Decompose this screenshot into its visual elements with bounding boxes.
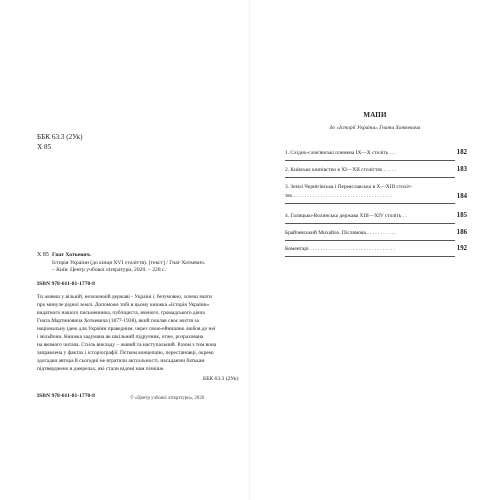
annotation-line: видатного нашого письменника, публіциста, вченого, громадського діяча [37, 310, 205, 316]
annotation-line: заправлена у фактах і історіографії. Пєтком концепцію, перестановці, окремі [37, 350, 214, 356]
copyright-notice: © «Центр учбової літератури», 2020 [130, 396, 205, 401]
bib-line: – Київ: Центр учбової літератури, 2020. – 228 с. [52, 267, 166, 274]
annotation-line: національну ідею для України праведним, через свою-ейнишню любов до неї [37, 326, 216, 332]
bib-author-mark: Х 85 [37, 252, 49, 258]
toc-entry[interactable] [285, 150, 467, 167]
toc-entry-title: Брайчевський Михайло. Післямова . . . . . . . . . . . [285, 230, 396, 236]
annotation-line: Ти живеш у вільній, незалежній державі - Україні і, безумовно, хочеш знати [37, 294, 212, 300]
bbk-code-bottom: ББК 63.3 (2Ук) [203, 376, 239, 382]
toc-entry-page: 186 [456, 229, 467, 236]
toc-entry-page: 192 [456, 245, 467, 252]
toc-rule [285, 160, 455, 161]
toc-entry-page: 183 [456, 166, 467, 173]
toc-entry-page: 184 [456, 193, 467, 200]
isbn-bottom: ISBN 978-611-01-1770-8 [37, 393, 95, 399]
toc-entry-title: Коментарі . . . . . . . . . . . . . . . . . . . . . . . . . . . . . . . . [285, 246, 395, 252]
toc-rule [285, 223, 455, 224]
isbn-top: ISBN 978-611-01-1770-8 [37, 281, 95, 287]
toc-entry[interactable] [285, 213, 467, 230]
annotation-line: на якомого читача. Стиль викладу – живий та наступальний. Разом з тим вона [37, 342, 217, 348]
annotation-line: і мільйони. Книжка задумана як шкільний підручник, отже, розрахована [37, 334, 204, 340]
bbk-code: ББК 63.3 (2Ук) [37, 133, 83, 141]
toc-entry-title: 2. Київське князівство в XI—XII століттях . . . . . [285, 167, 396, 173]
annotation-line: підтверджено в джерелах, які стали відомі нам пізніше. [37, 366, 165, 372]
maps-subtitle: до «Історії України» Гната Хоткевича [329, 125, 421, 131]
annotation-line: здогадки автора й сьогодні не втратили актуальності, насадаючи батькам [37, 358, 205, 364]
toc-entry-title: 4. Галицько-Волинська держава XIII—XIV століть . . [285, 213, 407, 219]
maps-title: МАПИ [363, 111, 387, 119]
toc-entry-page: 185 [456, 212, 467, 219]
annotation-line: Гната Мартиновича Хоткевича (1877-1938), який поклав своє життя за [37, 318, 199, 324]
toc-entry[interactable] [285, 184, 467, 213]
toc-entry[interactable] [285, 230, 467, 246]
toc-entry-page: 182 [456, 149, 467, 156]
toc-entry-title: 3. Землі Чернігівська і Переяславська в X—XIII століт- [285, 184, 413, 190]
bibliographic-record [52, 252, 232, 275]
toc-rule [285, 240, 455, 241]
bib-author: Гнат Хоткевич. [52, 252, 92, 258]
toc-rule [285, 177, 455, 178]
toc-entry-title: 1. Східно-слов'янські племена IX—X століть . . . [285, 150, 397, 156]
table-of-contents [285, 150, 467, 260]
author-mark: Х 85 [37, 143, 52, 151]
bib-line: Історія України (до кінця XVI століття). [текст] / Гнат Хоткевич. [52, 259, 206, 266]
toc-rule [285, 256, 455, 257]
toc-entry-title-continued: тях . . . . . . . . . . . . . . . . . . . . . . . . . . . . . . . . . . . . . [285, 193, 393, 199]
right-page [250, 0, 500, 500]
toc-rule [285, 203, 455, 204]
toc-entry[interactable] [285, 167, 467, 184]
annotation-line: про минуле рідної землі. Допоможе тобі в цьому книжка «Історія України» [37, 302, 210, 308]
toc-entry[interactable] [285, 246, 467, 260]
annotation [37, 293, 233, 373]
